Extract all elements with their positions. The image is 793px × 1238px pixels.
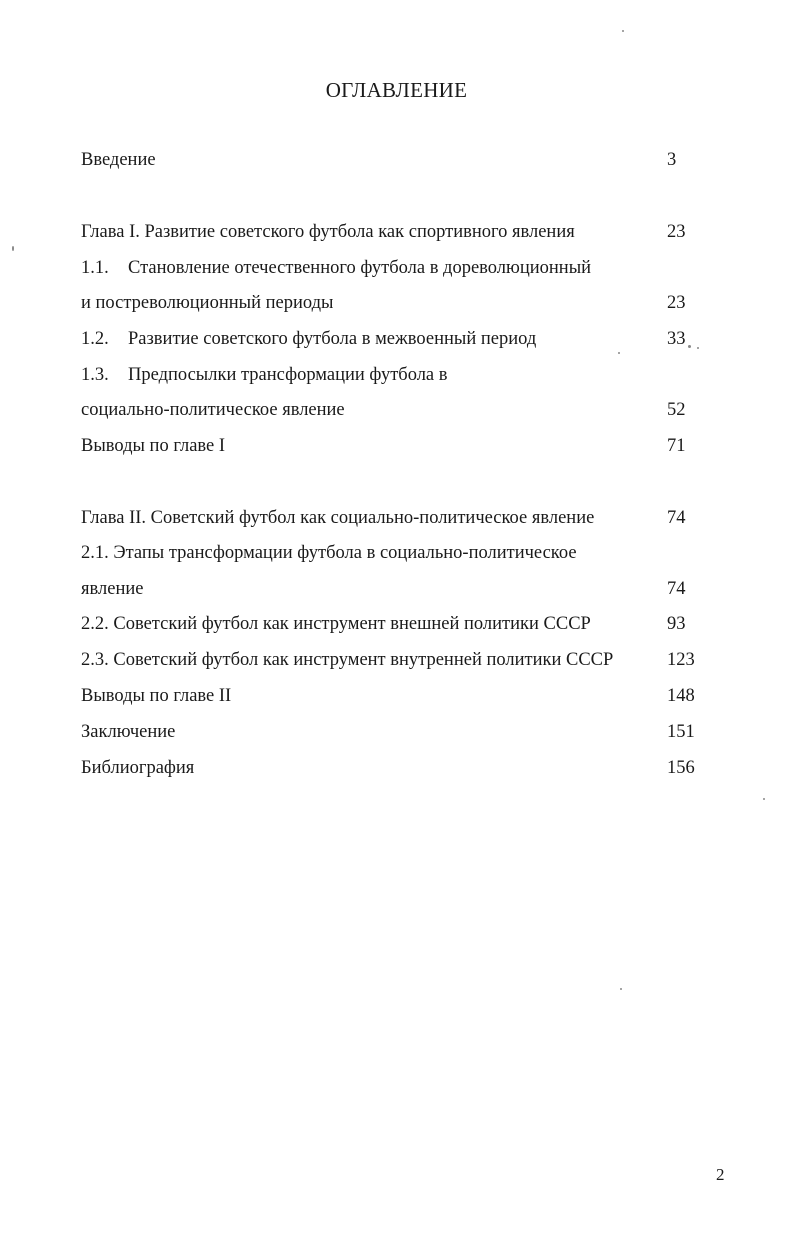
toc-section-1-1 [81, 258, 641, 279]
toc-entry-bibliography: Библиография [81, 758, 195, 778]
scan-speck [763, 798, 765, 800]
toc-section-2-3: 2.3. Советский футбол как инструмент внутренней политики СССР [81, 650, 614, 670]
toc-page-1-3: 52 [667, 400, 686, 420]
section-title: Развитие советского футбола в межвоенный период [128, 329, 537, 349]
section-title-line1: Предпосылки трансформации футбола в [128, 365, 448, 385]
toc-page-2-2: 93 [667, 614, 686, 634]
toc-entry-conclusion: Заключение [81, 722, 176, 742]
scan-speck [620, 988, 622, 990]
toc-section-1-3 [81, 365, 641, 386]
section-number: 1.1. [81, 258, 109, 278]
toc-chapter2-heading: Глава II. Советский футбол как социально-политическое явление [81, 508, 595, 528]
toc-page-1-2: 33 [667, 329, 686, 349]
section-title-line1: Становление отечественного футбола в дореволюционный [128, 258, 592, 278]
scan-speck [688, 345, 691, 348]
toc-page-bibliography: 156 [667, 758, 695, 778]
scan-speck [697, 347, 699, 349]
toc-section-1-3-cont: социально-политическое явление [81, 400, 345, 420]
toc-chapter1-conclusions: Выводы по главе I [81, 436, 226, 456]
toc-page-conclusion: 151 [667, 722, 695, 742]
section-number: 1.3. [81, 365, 109, 385]
scan-speck [622, 30, 624, 32]
toc-section-1-1-cont: и постреволюционный периоды [81, 293, 334, 313]
toc-page-2-1: 74 [667, 579, 686, 599]
toc-section-1-2 [81, 329, 641, 350]
toc-page-2-3: 123 [667, 650, 695, 670]
toc-entry-intro: Введение [81, 150, 156, 170]
toc-section-2-1: 2.1. Этапы трансформации футбола в социально-политическое [81, 543, 577, 563]
toc-page-intro: 3 [667, 150, 677, 170]
toc-page-chapter1-conclusions: 71 [667, 436, 686, 456]
toc-chapter2-conclusions: Выводы по главе II [81, 686, 232, 706]
toc-page-chapter2: 74 [667, 508, 686, 528]
toc-chapter1-heading: Глава I. Развитие советского футбола как спортивного явления [81, 222, 575, 242]
page-number: 2 [716, 1165, 725, 1184]
toc-section-2-1-cont: явление [81, 579, 144, 599]
toc-page-chapter1: 23 [667, 222, 686, 242]
toc-page-chapter2-conclusions: 148 [667, 686, 695, 706]
scan-speck [12, 246, 14, 251]
toc-page-1-1: 23 [667, 293, 686, 313]
scan-speck [618, 352, 620, 354]
toc-section-2-2: 2.2. Советский футбол как инструмент внешней политики СССР [81, 614, 591, 634]
page-title: ОГЛАВЛЕНИЕ [325, 78, 468, 102]
section-number: 1.2. [81, 329, 109, 349]
